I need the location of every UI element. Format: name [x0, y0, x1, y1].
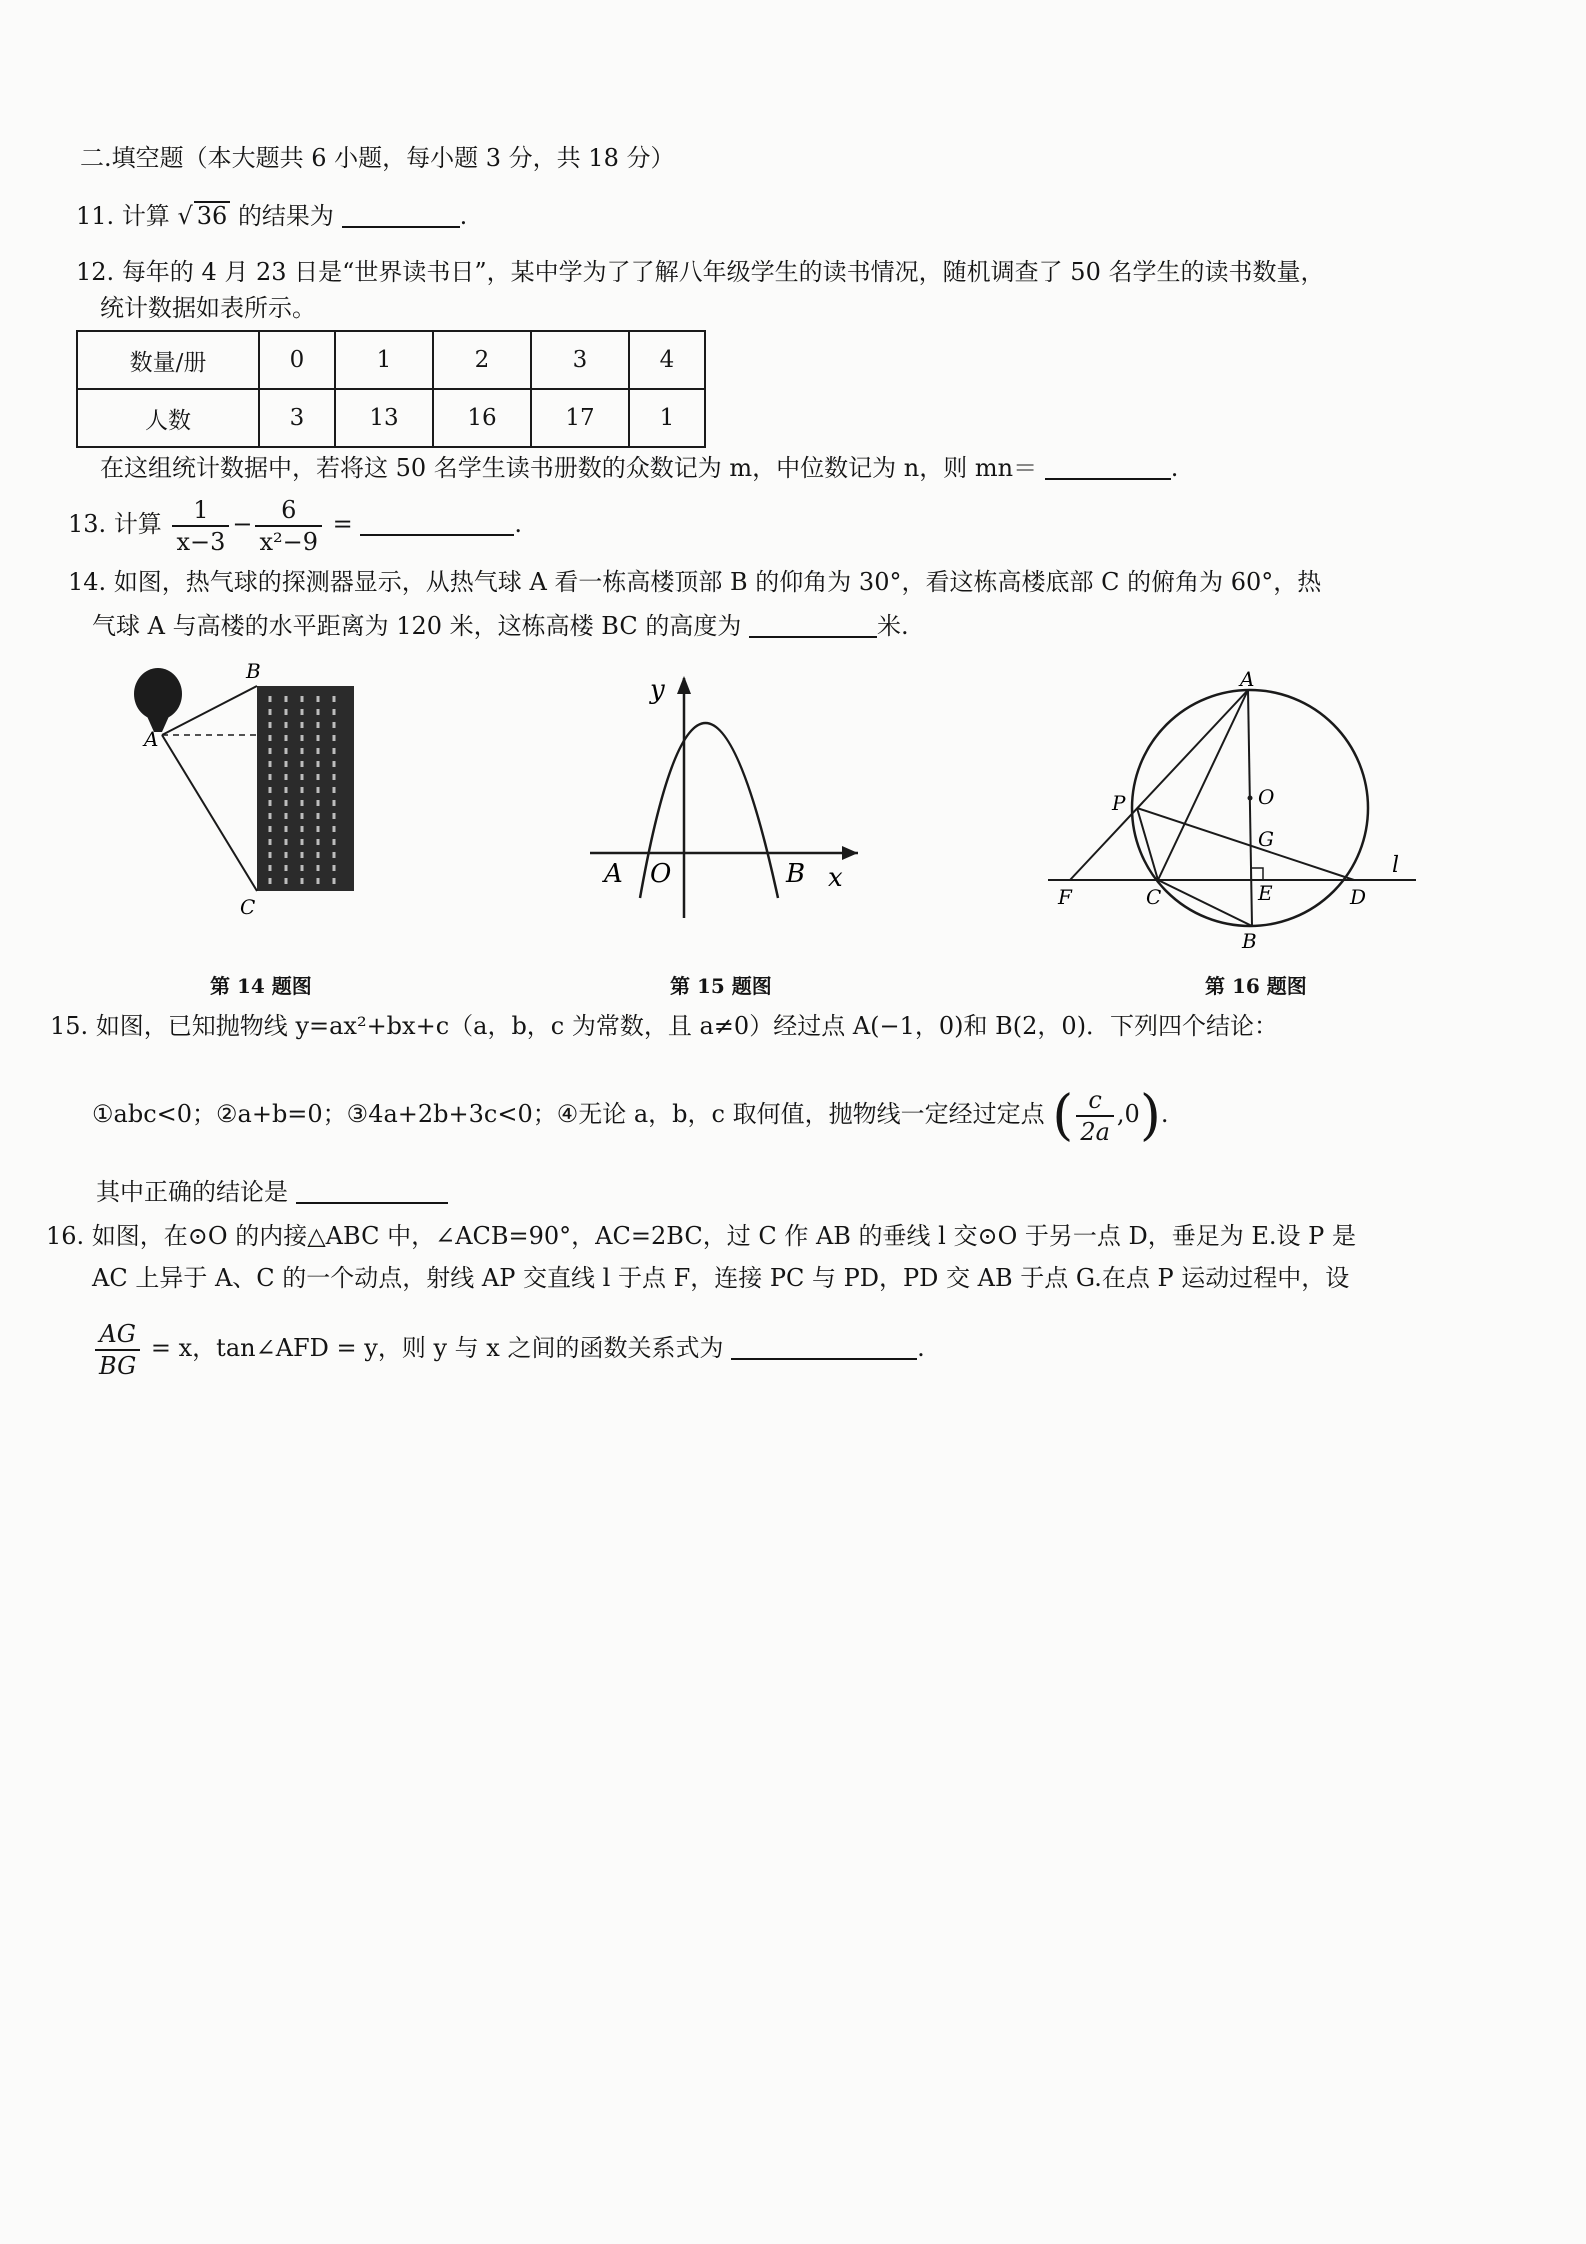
label-D: D: [1350, 885, 1367, 909]
figure-16-caption: 第 16 题图: [1205, 974, 1307, 998]
table-cell: 3: [531, 331, 629, 389]
table-cell: 13: [335, 389, 433, 447]
q12-after: [100, 452, 1178, 484]
question-15-line3: [96, 1176, 448, 1208]
label-O: O: [650, 859, 672, 889]
q14-answer-blank[interactable]: [749, 612, 877, 638]
q14-unit: 米.: [877, 612, 909, 640]
label-l: l: [1392, 853, 1400, 878]
minus-sign: −: [232, 510, 253, 538]
center-point: [1248, 796, 1253, 801]
label-x: x: [828, 863, 843, 893]
q16-line2: AC 上异于 A、C 的一个动点，射线 AP 交直线 l 于点 F，连接 PC 与 PD，PD 交 AB 于点 G.在点 P 运动过程中，设: [92, 1264, 1350, 1292]
label-y: y: [650, 675, 665, 705]
segment-PC: [1137, 808, 1158, 880]
table-header-cell: 人数: [77, 389, 259, 447]
q15-number: 15.: [50, 1012, 89, 1040]
q15-answer-blank[interactable]: [296, 1178, 448, 1204]
question-13: [68, 492, 522, 557]
ratio-numerator: AG: [95, 1319, 140, 1351]
question-16-line3: [92, 1310, 925, 1386]
question-14-line1: [68, 566, 1321, 598]
table-row: [77, 331, 705, 389]
fixed-point-numerator: c: [1076, 1085, 1114, 1117]
label-B: B: [786, 859, 806, 889]
equals-sign: =: [332, 510, 353, 538]
q11-pre: 计算: [121, 202, 170, 230]
table-cell: 0: [259, 331, 335, 389]
y-axis-arrow-icon: [677, 676, 691, 694]
q16-number: 16.: [46, 1222, 85, 1250]
q11-radicand: 36: [194, 201, 231, 229]
label-B: B: [246, 659, 261, 683]
q11-end: .: [459, 202, 468, 230]
figure-14-caption: 第 14 题图: [210, 974, 312, 998]
ray-AF: [1070, 690, 1248, 880]
ratio-fraction: [95, 1319, 140, 1381]
q13-number: 13.: [68, 510, 107, 538]
label-P: P: [1112, 791, 1126, 815]
hot-air-balloon-icon: [134, 668, 182, 720]
sqrt-symbol: √: [177, 202, 193, 230]
fixed-point-denominator: 2a: [1080, 1117, 1110, 1146]
label-A: A: [1240, 668, 1255, 691]
fraction-1-numerator: 1: [172, 495, 229, 527]
question-15-line1: [50, 1010, 1278, 1042]
table-cell: 16: [433, 389, 531, 447]
label-G: G: [1258, 827, 1274, 851]
statistics-table: [76, 330, 706, 448]
q12-end: .: [1170, 454, 1179, 482]
x-axis-arrow-icon: [842, 846, 858, 860]
table-row: [77, 389, 705, 447]
q16-line1: 如图，在⊙O 的内接△ABC 中，∠ACB=90°，AC=2BC，过 C 作 AB 的垂线 l 交⊙O 于另一点 D，垂足为 E.设 P 是: [91, 1222, 1356, 1250]
label-B: B: [1242, 929, 1257, 953]
ratio-denominator: BG: [99, 1351, 137, 1380]
left-paren: (: [1052, 1083, 1074, 1147]
question-16-line1: [46, 1220, 1356, 1252]
q15-line1: 如图，已知抛物线 y=ax²+bx+c（a，b，c 为常数，且 a≠0）经过点 A(−1，0)和 B(2，0)．下列四个结论：: [95, 1012, 1279, 1040]
q13-pre: 计算: [113, 510, 162, 538]
fixed-point-tail: ,0: [1116, 1100, 1140, 1128]
fraction-1-denominator: x−3: [176, 527, 226, 556]
figure-16: [1040, 668, 1420, 958]
question-14-line2: [92, 610, 909, 642]
q11-post: 的结果为: [237, 202, 334, 230]
label-C: C: [240, 895, 256, 919]
q14-line2-text: 气球 A 与高楼的水平距离为 120 米，这栋高楼 BC 的高度为: [92, 612, 742, 640]
q15-answer-prompt: 其中正确的结论是: [96, 1178, 288, 1206]
question-12-line1: [76, 256, 1324, 288]
right-paren: ): [1139, 1083, 1161, 1147]
fraction-1: [172, 495, 229, 557]
table-cell: 17: [531, 389, 629, 447]
table-cell: 4: [629, 331, 705, 389]
q12-line1: 每年的 4 月 23 日是“世界读书日”，某中学为了了解八年级学生的读书情况，随机调查了 50 名学生的读书数量，: [121, 258, 1325, 286]
q11-answer-blank[interactable]: [342, 202, 460, 228]
tall-building: [257, 686, 354, 891]
section-title: 二.填空题（本大题共 6 小题，每小题 3 分，共 18 分）: [80, 144, 675, 172]
label-A: A: [144, 727, 159, 751]
label-F: F: [1058, 885, 1072, 909]
q14-line1: 如图，热气球的探测器显示，从热气球 A 看一栋高楼顶部 B 的仰角为 30°，看这栋高楼底部 C 的俯角为 60°，热: [113, 568, 1322, 596]
fraction-2-numerator: 6: [255, 495, 322, 527]
q12-number: 12.: [76, 258, 115, 286]
q14-number: 14.: [68, 568, 107, 596]
q13-end: .: [514, 510, 523, 538]
q11-number: 11.: [76, 202, 115, 230]
chord-CB: [1158, 880, 1252, 926]
table-cell: 1: [629, 389, 705, 447]
q16-answer-blank[interactable]: [731, 1334, 917, 1360]
label-E: E: [1258, 881, 1273, 905]
fraction-2-denominator: x²−9: [259, 527, 319, 556]
table-cell: 1: [335, 331, 433, 389]
label-A: A: [604, 859, 623, 889]
q12-answer-blank[interactable]: [1045, 454, 1171, 480]
table-header-cell: 数量/册: [77, 331, 259, 389]
question-11: [76, 200, 467, 232]
q16-end: .: [917, 1334, 925, 1362]
question-15-line2: ①abc<0；②a+b=0；③4a+2b+3c<0；④无论 a，b，c 取何值，抛物线一定经过定点 ( $\frac{c}{2a}$ ,0).: [92, 1083, 1169, 1147]
q12-line2: 统计数据如表所示。: [100, 294, 316, 322]
q13-answer-blank[interactable]: [360, 510, 514, 536]
line-AC: [162, 735, 257, 891]
table-cell: 3: [259, 389, 335, 447]
q15-conclusions: ①abc<0；②a+b=0；③4a+2b+3c<0；④无论 a，b，c 取何值，抛物线一定经过定点: [92, 1100, 1045, 1128]
right-angle-mark: [1251, 868, 1263, 880]
figure-15: [580, 668, 870, 928]
label-O: O: [1258, 785, 1275, 809]
q12-after-text: 在这组统计数据中，若将这 50 名学生读书册数的众数记为 m，中位数记为 n，则 mn＝: [100, 454, 1038, 482]
q16-line3-text: = x，tan∠AFD = y，则 y 与 x 之间的函数关系式为: [150, 1334, 724, 1362]
fixed-point-fraction: [1076, 1085, 1114, 1147]
segment-PD: [1137, 808, 1354, 880]
figure-14: [120, 656, 380, 926]
fraction-2: [255, 495, 322, 557]
label-C: C: [1146, 885, 1162, 909]
table-cell: 2: [433, 331, 531, 389]
figure-15-caption: 第 15 题图: [670, 974, 772, 998]
chord-AB: [1248, 690, 1252, 926]
